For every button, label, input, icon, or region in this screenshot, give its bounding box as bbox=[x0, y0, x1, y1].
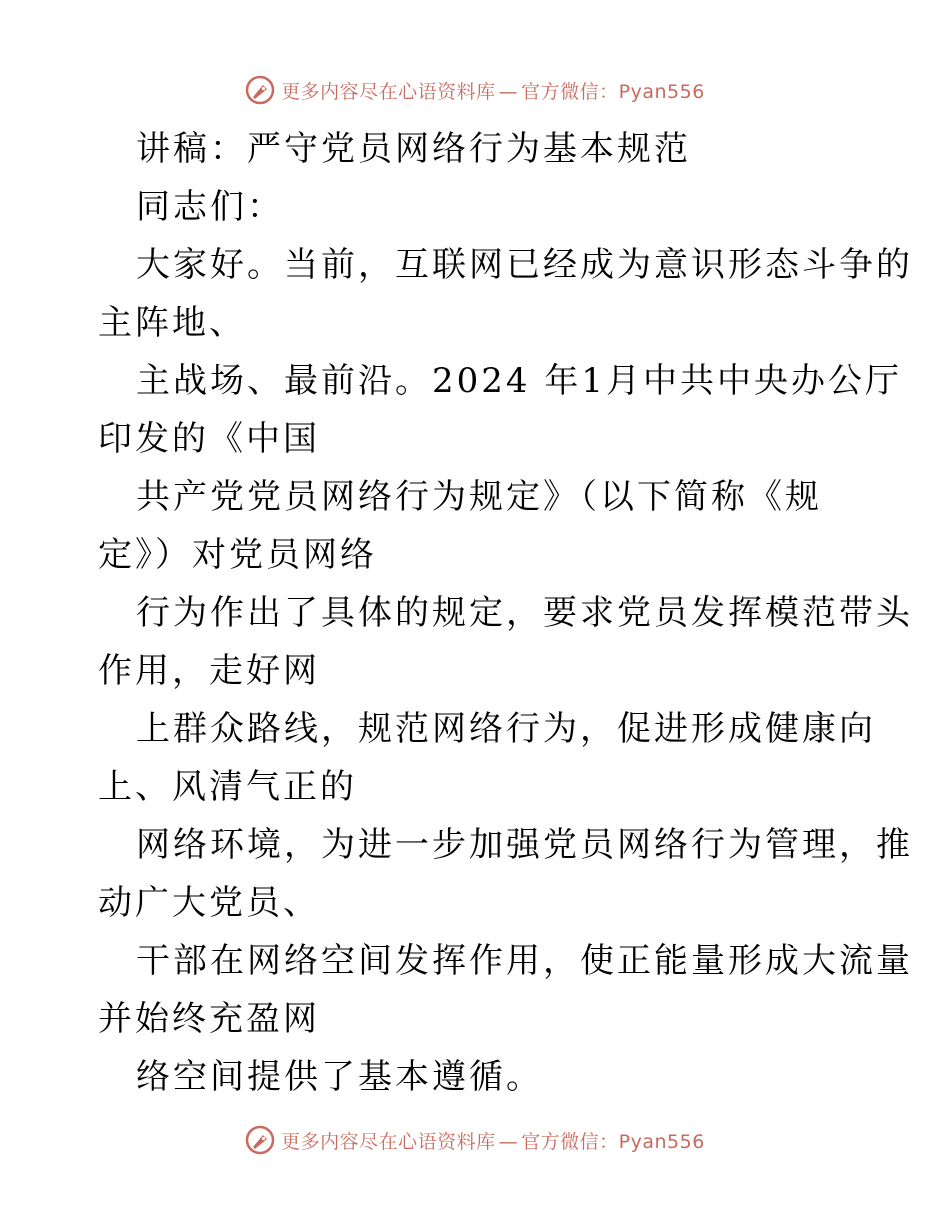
paragraph-line: 网络环境，为进一步加强党员网络行为管理，推 bbox=[136, 825, 913, 865]
watermark-contact: 官方微信：Pyan556 bbox=[521, 1130, 705, 1153]
paragraph bbox=[98, 236, 913, 352]
watermark-brand: 更多内容尽在心语资料库 bbox=[281, 1130, 496, 1153]
watermark-dash: — bbox=[498, 1130, 519, 1153]
paragraph-line: 主战场、最前沿。2024 年1月中共中央办公厅 bbox=[136, 361, 902, 401]
paragraph-line: 干部在网络空间发挥作用，使正能量形成大流量 bbox=[136, 941, 913, 981]
footer-watermark bbox=[0, 1122, 950, 1158]
paragraph bbox=[98, 1048, 858, 1106]
watermark-text bbox=[281, 1127, 705, 1154]
paragraph-line: 上、风清气正的 bbox=[98, 767, 357, 807]
paragraph bbox=[98, 584, 913, 700]
watermark-dash: — bbox=[498, 80, 519, 103]
header-watermark bbox=[0, 72, 950, 108]
paragraph bbox=[98, 816, 913, 932]
paragraph-line: 并始终充盈网 bbox=[98, 999, 320, 1039]
watermark-brand: 更多内容尽在心语资料库 bbox=[281, 80, 496, 103]
paragraph-title bbox=[98, 120, 858, 178]
paragraph-line: 印发的《中国 bbox=[98, 419, 320, 459]
paragraph-line: 动广大党员、 bbox=[98, 883, 320, 923]
paragraph-line: 定》）对党员网络 bbox=[98, 535, 377, 575]
pen-nib-logo-icon bbox=[245, 1125, 275, 1155]
paragraph-line: 大家好。当前，互联网已经成为意识形态斗争的 bbox=[136, 245, 913, 285]
paragraph bbox=[98, 352, 902, 468]
paragraph bbox=[98, 932, 913, 1048]
paragraph-line: 同志们： bbox=[136, 187, 284, 227]
paragraph bbox=[98, 468, 858, 584]
paragraph-line: 共产党党员网络行为规定》（以下简称《规 bbox=[136, 477, 822, 517]
pen-nib-logo-icon bbox=[245, 75, 275, 105]
document-body bbox=[98, 120, 913, 1106]
paragraph bbox=[98, 700, 876, 816]
paragraph-line: 上群众路线，规范网络行为，促进形成健康向 bbox=[136, 709, 876, 749]
paragraph-line: 作用，走好网 bbox=[98, 651, 320, 691]
paragraph-line: 主阵地、 bbox=[98, 303, 246, 343]
paragraph-line: 行为作出了具体的规定，要求党员发挥模范带头 bbox=[136, 593, 913, 633]
watermark-contact: 官方微信：Pyan556 bbox=[521, 80, 705, 103]
paragraph-salutation bbox=[98, 178, 858, 236]
paragraph-line: 讲稿：严守党员网络行为基本规范 bbox=[136, 129, 691, 169]
watermark-text bbox=[281, 77, 705, 104]
paragraph-line: 络空间提供了基本遵循。 bbox=[136, 1057, 543, 1097]
